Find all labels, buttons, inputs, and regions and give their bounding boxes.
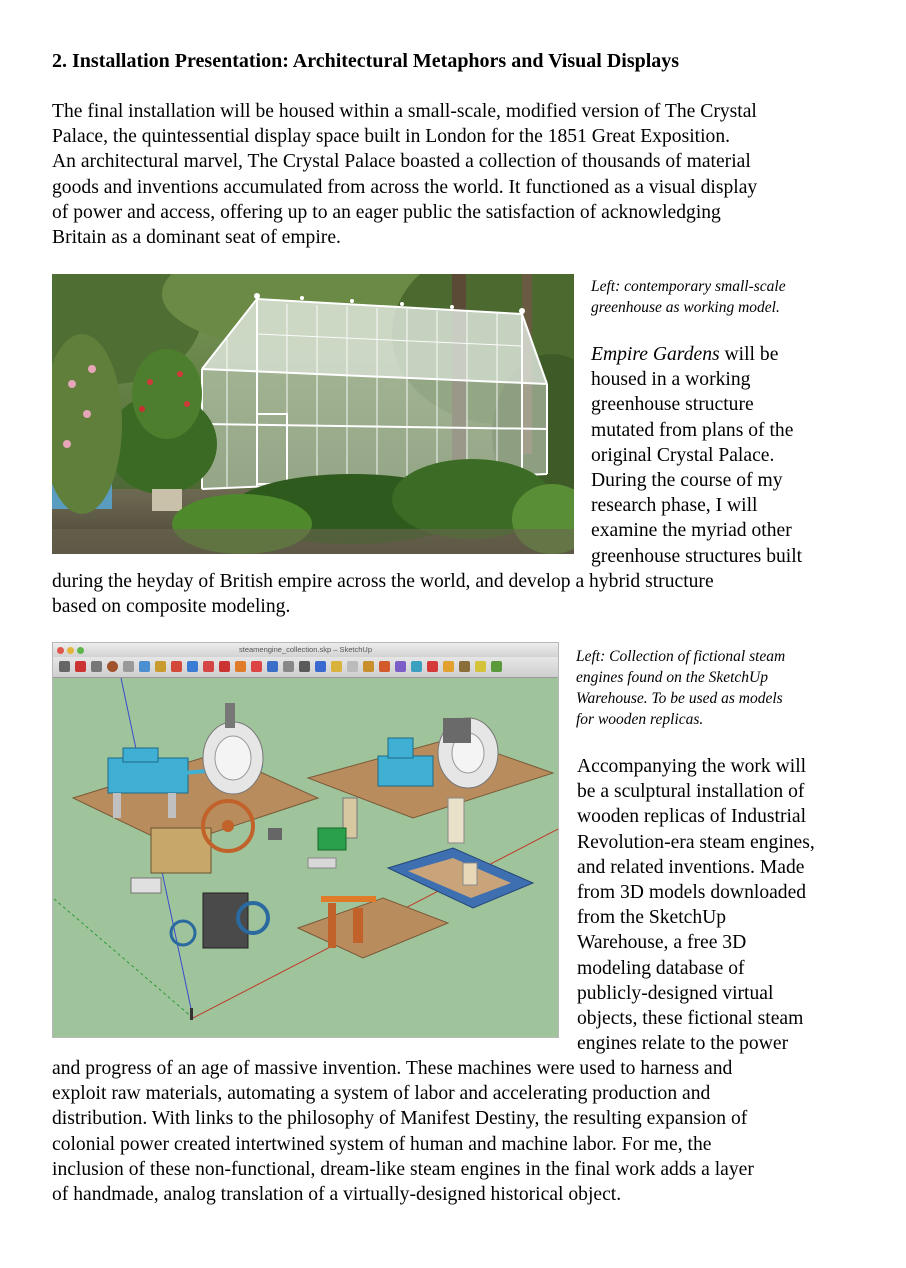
sketchup-screenshot xyxy=(52,642,559,1038)
intro-paragraph xyxy=(52,99,862,250)
text-line: of handmade, analog translation of a virtually-designed historical object. xyxy=(52,1184,622,1206)
tool-icon xyxy=(251,661,262,672)
text-line: from 3D models downloaded xyxy=(577,882,807,904)
caption-line: engines found on the SketchUp xyxy=(576,669,768,686)
pencil-tool-icon xyxy=(75,661,86,672)
text-line: be a sculptural installation of xyxy=(577,781,805,803)
tool-icon xyxy=(427,661,438,672)
close-dot-icon xyxy=(57,647,64,654)
tool-icon xyxy=(395,661,406,672)
project-title: Empire Gardens xyxy=(591,344,720,365)
window-title: steamengine_collection.skp – SketchUp xyxy=(239,645,372,654)
text-line: original Crystal Palace. xyxy=(591,444,775,466)
text-line: publicly-designed virtual xyxy=(577,982,774,1004)
caption-line: Left: Collection of fictional steam xyxy=(576,648,786,665)
caption-line: Left: contemporary small-scale xyxy=(591,278,786,295)
window-titlebar xyxy=(53,643,558,658)
text-line: Palace, the quintessential display space built in London for the 1851 Great Exposition. xyxy=(52,126,731,148)
greenhouse-photo xyxy=(52,274,574,554)
text-line: examine the myriad other xyxy=(591,520,792,542)
tool-icon xyxy=(235,661,246,672)
text-line: engines relate to the power xyxy=(577,1033,789,1055)
section-heading: 2. Installation Presentation: Architectural Metaphors and Visual Displays xyxy=(52,50,680,72)
select-tool-icon xyxy=(59,661,70,672)
sketchup-toolbar xyxy=(53,657,558,678)
text-line: During the course of my xyxy=(591,470,783,492)
tool-icon xyxy=(491,661,502,672)
text-line: The final installation will be housed within a small-scale, modified version of The Crystal xyxy=(52,101,757,122)
tool-icon xyxy=(187,661,198,672)
tool-icon xyxy=(171,661,182,672)
text-line: Britain as a dominant seat of empire. xyxy=(52,227,341,249)
text-line: modeling database of xyxy=(577,957,745,979)
text-line: colonial power created intertwined system of human and machine labor. For me, the xyxy=(52,1133,712,1155)
caption-line: for wooden replicas. xyxy=(576,711,704,728)
text-line: greenhouse structure xyxy=(591,394,754,416)
tool-icon xyxy=(299,661,310,672)
tool-icon xyxy=(155,661,166,672)
tool-icon xyxy=(315,661,326,672)
text-line xyxy=(591,342,802,367)
text-line: exploit raw materials, automating a system of labor and accelerating production and xyxy=(52,1083,711,1105)
text-line: from the SketchUp xyxy=(577,907,727,929)
greenhouse-caption xyxy=(591,276,786,318)
section2-side-text xyxy=(577,754,815,1056)
text-line: goods and inventions accumulated from across the world. It functioned as a visual display xyxy=(52,176,758,198)
text-line: wooden replicas of Industrial xyxy=(577,806,807,828)
circle-tool-icon xyxy=(107,661,118,672)
text-line: An architectural marvel, The Crystal Palace boasted a collection of thousands of material xyxy=(52,151,751,173)
tool-icon xyxy=(379,661,390,672)
tool-icon xyxy=(331,661,342,672)
rectangle-tool-icon xyxy=(91,661,102,672)
tool-icon xyxy=(411,661,422,672)
caption-line: Warehouse. To be used as models xyxy=(576,690,783,707)
text-line: Revolution-era steam engines, xyxy=(577,831,815,853)
text-line: greenhouse structures built xyxy=(591,545,803,567)
text-line: of power and access, offering up to an eager public the satisfaction of acknowledging xyxy=(52,201,721,223)
text-line: distribution. With links to the philosophy of Manifest Destiny, the resulting expansion of xyxy=(52,1108,748,1130)
text-line: inclusion of these non-functional, dream-like steam engines in the final work adds a layer xyxy=(52,1158,754,1180)
tool-icon xyxy=(283,661,294,672)
section2-continuation xyxy=(52,1056,862,1207)
zoom-dot-icon xyxy=(77,647,84,654)
sketchup-caption xyxy=(576,646,785,730)
text-line: during the heyday of British empire across the world, and develop a hybrid structure xyxy=(52,571,714,592)
text-line: housed in a working xyxy=(591,369,751,391)
arc-tool-icon xyxy=(123,661,134,672)
section1-continuation xyxy=(52,569,862,619)
text-line: and related inventions. Made xyxy=(577,856,805,878)
section1-side-text xyxy=(591,342,802,569)
minimize-dot-icon xyxy=(67,647,74,654)
tool-icon xyxy=(203,661,214,672)
tool-icon xyxy=(459,661,470,672)
tool-icon xyxy=(219,661,230,672)
text-line: objects, these fictional steam xyxy=(577,1008,804,1030)
text-line: Warehouse, a free 3D xyxy=(577,932,747,954)
tool-icon xyxy=(267,661,278,672)
text-line: research phase, I will xyxy=(591,495,758,517)
text-fragment: will be xyxy=(719,344,779,365)
tool-icon xyxy=(363,661,374,672)
text-line: Accompanying the work will xyxy=(577,756,807,777)
tool-icon xyxy=(475,661,486,672)
tool-icon xyxy=(347,661,358,672)
tool-icon xyxy=(443,661,454,672)
caption-line: greenhouse as working model. xyxy=(591,299,780,316)
text-line: mutated from plans of the xyxy=(591,419,794,441)
tool-icon xyxy=(139,661,150,672)
text-line: and progress of an age of massive invention. These machines were used to harness and xyxy=(52,1058,733,1079)
text-line: based on composite modeling. xyxy=(52,596,291,618)
